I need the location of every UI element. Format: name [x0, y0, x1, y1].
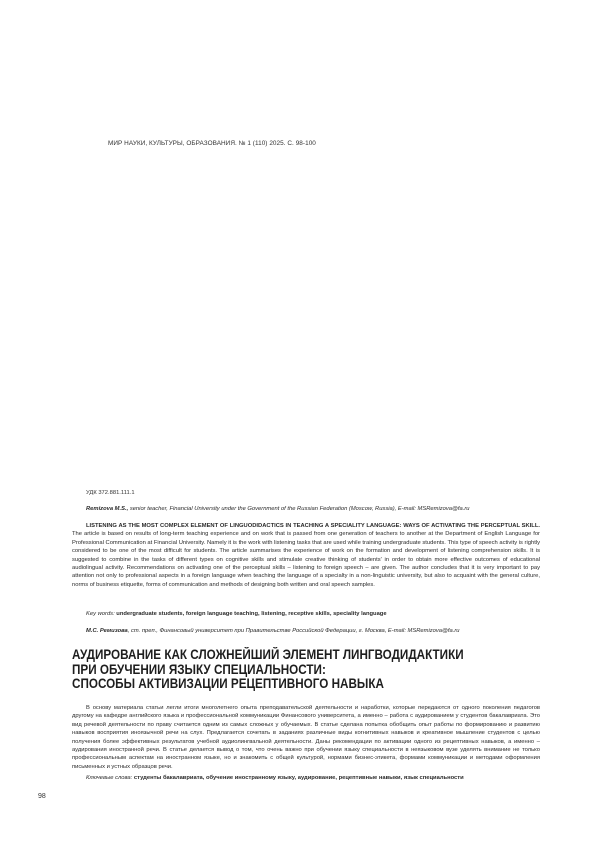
keywords-ru [72, 774, 540, 782]
keywords-label-en: Key words: [86, 611, 115, 617]
journal-header: МИР НАУКИ, КУЛЬТУРЫ, ОБРАЗОВАНИЯ. № 1 (110) 2025. С. 98-100 [108, 140, 316, 147]
author-name-en: Remizova M.S., [86, 506, 129, 512]
author-affiliation-en: senior teacher, Financial University under the Government of the Russian Federation (Moscow, Russia), E-mail: MSRemizova@fa.ru [128, 506, 470, 512]
abstract-ru: В основу материала статьи легли итоги многолетнего опыта преподавательской деятельности и наработки, которые передаются от одного поколения педагогов другому на кафедре английского языка и профессиональной коммуникации Финансового университета, а именно – работа с аудированием у студентов бакалавриата. Это вид речевой деятельности по праву считается одним из самых сложных у обучаемых. В статье сделана попытка обобщить опыт работы по формированию и развитию навыков восприятия иноязычной речи на слух. Предлагается сочетать в заданиях различные виды когнитивных навыков и креативное мышление студентов с целью получения более эффективных результатов учебной аудиолингвальной деятельности. Даны рекомендации по активации одного из рецептивных навыков, а именно – аудирования иностранной речи. В статье делается вывод о том, что очень важно при обучении языку специальности в неязыковом вузе уделять внимание не только профессиональным аспектам на иностранном языке, но и знакомить с общей культурой, нормами бизнес-этикета, формами коммуникации и методами оформления письменных и устных образцов речи. [72, 705, 540, 770]
keywords-text-en: undergraduate students, foreign language teaching, listening, receptive skills, speciality language [114, 611, 387, 617]
title-line: АУДИРОВАНИЕ КАК СЛОЖНЕЙШИЙ ЭЛЕМЕНТ ЛИНГВОДИДАКТИКИ [72, 647, 464, 662]
article-title-ru [72, 648, 542, 692]
abstract-text-en: The article is based on results of long-term teaching experience and on work that is passed from one generation of teachers to another at the Department of English Language for Professional Communication at Financial University. Namely it is the work with listening tasks that are used while training undergraduate students. This type of speech activity is rightly considered to be one of the most difficult for students. The article summarises the experience of work on the formation and development of listening comprehension skills. It is suggested to combine in the tasks of different types on cognitive skills and stimulate creative thinking of students' in order to obtain more effective outcomes of educational audiolingual activity. Recommendations on activating one of the perceptual skills – listening to foreign speech – are given. The author concludes that it is very important to pay attention not only to professional aspects in a foreign language when teaching the language of a specialty in a non-linguistic university, but also to acquaint with the general culture, norms of business etiquette, forms of communication and methods of designing both written and oral speech samples. [72, 531, 540, 588]
author-affiliation-ru: , ст. преп., Финансовый университет при Правительстве Российской Федерации, г. Москва, E-mail: MSRemizova@fa.ru [127, 628, 460, 634]
article-title-en: LISTENING AS THE MOST COMPLEX ELEMENT OF LINGUODIDACTICS IN TEACHING A SPECIALITY LANGUAGE: WAYS OF ACTIVATING THE PERCEPTUAL SKILL. [86, 523, 540, 529]
author-name-ru: М.С. Ремизова [86, 628, 128, 634]
author-info-en [72, 505, 540, 513]
abstract-en [72, 522, 540, 589]
page-number: 98 [38, 793, 46, 800]
title-line: ПРИ ОБУЧЕНИИ ЯЗЫКУ СПЕЦИАЛЬНОСТИ: [72, 661, 326, 677]
title-line: СПОСОБЫ АКТИВИЗАЦИИ РЕЦЕПТИВНОГО НАВЫКА [72, 676, 384, 692]
keywords-en [72, 610, 540, 618]
keywords-label-ru: Ключевые слова: [86, 775, 133, 781]
udk-code: УДК 372.881.111.1 [86, 490, 135, 496]
author-info-ru [72, 627, 540, 635]
keywords-text-ru: студенты бакалавриата, обучение иностранному языку, аудирование, рецептивные навыки, язык специальности [132, 775, 464, 781]
